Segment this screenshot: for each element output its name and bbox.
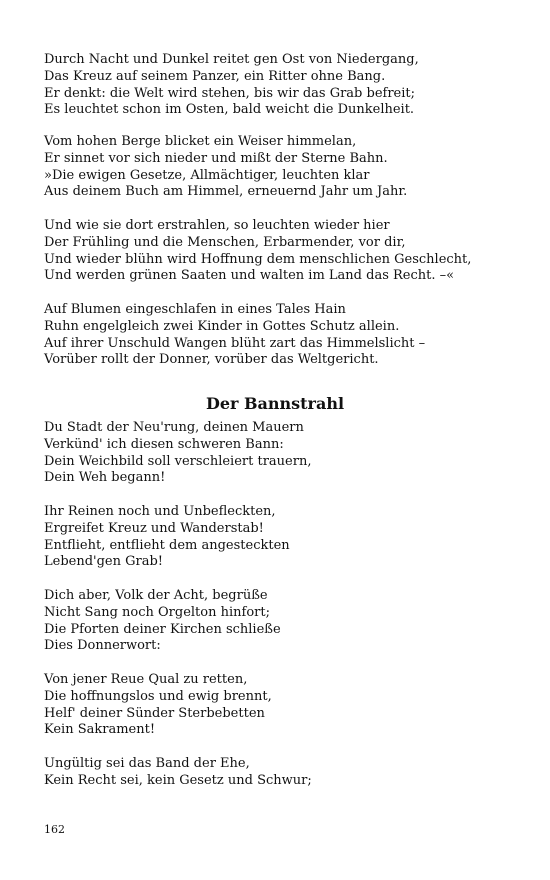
verse-line: Entflieht, entflieht dem angesteckten xyxy=(44,537,290,553)
stanza xyxy=(44,134,407,201)
stanza xyxy=(44,504,290,571)
verse-line: Dich aber, Volk der Acht, begrüße xyxy=(44,588,268,603)
verse-line: Ihr Reinen noch und Unbefleckten, xyxy=(44,504,276,519)
verse-line: Auf ihrer Unschuld Wangen blüht zart das Himmelslicht – xyxy=(44,335,426,351)
verse-line: Der Frühling und die Menschen, Erbarmender, vor dir, xyxy=(44,234,406,250)
verse-line: Er sinnet vor sich nieder und mißt der Sterne Bahn. xyxy=(44,150,388,166)
stanza xyxy=(44,672,272,739)
verse-line: Auf Blumen eingeschlafen in eines Tales Hain xyxy=(44,302,346,317)
verse-line: Verkünd' ich diesen schweren Bann: xyxy=(44,436,284,452)
stanza xyxy=(44,588,281,655)
verse-line: Kein Recht sei, kein Gesetz und Schwur; xyxy=(44,772,312,788)
verse-line: Dein Weichbild soll verschleiert trauern, xyxy=(44,453,312,469)
verse-line: Kein Sakrament! xyxy=(44,722,156,738)
verse-line: Helf' deiner Sünder Sterbebetten xyxy=(44,705,265,721)
verse-line: Dies Donnerwort: xyxy=(44,638,161,654)
poem-title: Der Bannstrahl xyxy=(205,394,345,413)
stanza xyxy=(44,52,419,119)
verse-line: Nicht Sang noch Orgelton hinfort; xyxy=(44,604,270,620)
verse-line: Und werden grünen Saaten und walten im Land das Recht. –« xyxy=(44,268,455,284)
stanza xyxy=(44,218,471,285)
verse-line: Es leuchtet schon im Osten, bald weicht die Dunkelheit. xyxy=(44,102,415,118)
verse-line: Von jener Reue Qual zu retten, xyxy=(44,672,248,687)
verse-line: Und wie sie dort erstrahlen, so leuchten wieder hier xyxy=(44,218,390,233)
verse-line: Und wieder blühn wird Hoffnung dem menschlichen Geschlecht, xyxy=(44,251,472,267)
verse-line: Vom hohen Berge blicket ein Weiser himmelan, xyxy=(44,134,357,149)
stanza xyxy=(44,302,425,369)
stanza xyxy=(44,756,312,790)
verse-line: Ruhn engelgleich zwei Kinder in Gottes Schutz allein. xyxy=(44,318,400,334)
verse-line: Die Pforten deiner Kirchen schließe xyxy=(44,621,281,637)
stanza xyxy=(44,420,311,487)
verse-line: Du Stadt der Neu'rung, deinen Mauern xyxy=(44,420,304,435)
verse-line: Durch Nacht und Dunkel reitet gen Ost von Niedergang, xyxy=(44,52,419,67)
verse-line: Dein Weh begann! xyxy=(44,470,166,486)
verse-line: Er denkt: die Welt wird stehen, bis wir das Grab befreit; xyxy=(44,85,415,101)
verse-line: Aus deinem Buch am Himmel, erneuernd Jahr um Jahr. xyxy=(44,184,408,200)
verse-line: Lebend'gen Grab! xyxy=(44,554,164,570)
verse-line: Das Kreuz auf seinem Panzer, ein Ritter ohne Bang. xyxy=(44,68,386,84)
verse-line: Vorüber rollt der Donner, vorüber das Weltgericht. xyxy=(44,352,379,368)
verse-line: »Die ewigen Gesetze, Allmächtiger, leuchten klar xyxy=(44,167,370,183)
page-number: 162 xyxy=(44,823,65,836)
verse-line: Ergreifet Kreuz und Wanderstab! xyxy=(44,520,264,536)
verse-line: Ungültig sei das Band der Ehe, xyxy=(44,756,250,771)
verse-line: Die hoffnungslos und ewig brennt, xyxy=(44,688,272,704)
